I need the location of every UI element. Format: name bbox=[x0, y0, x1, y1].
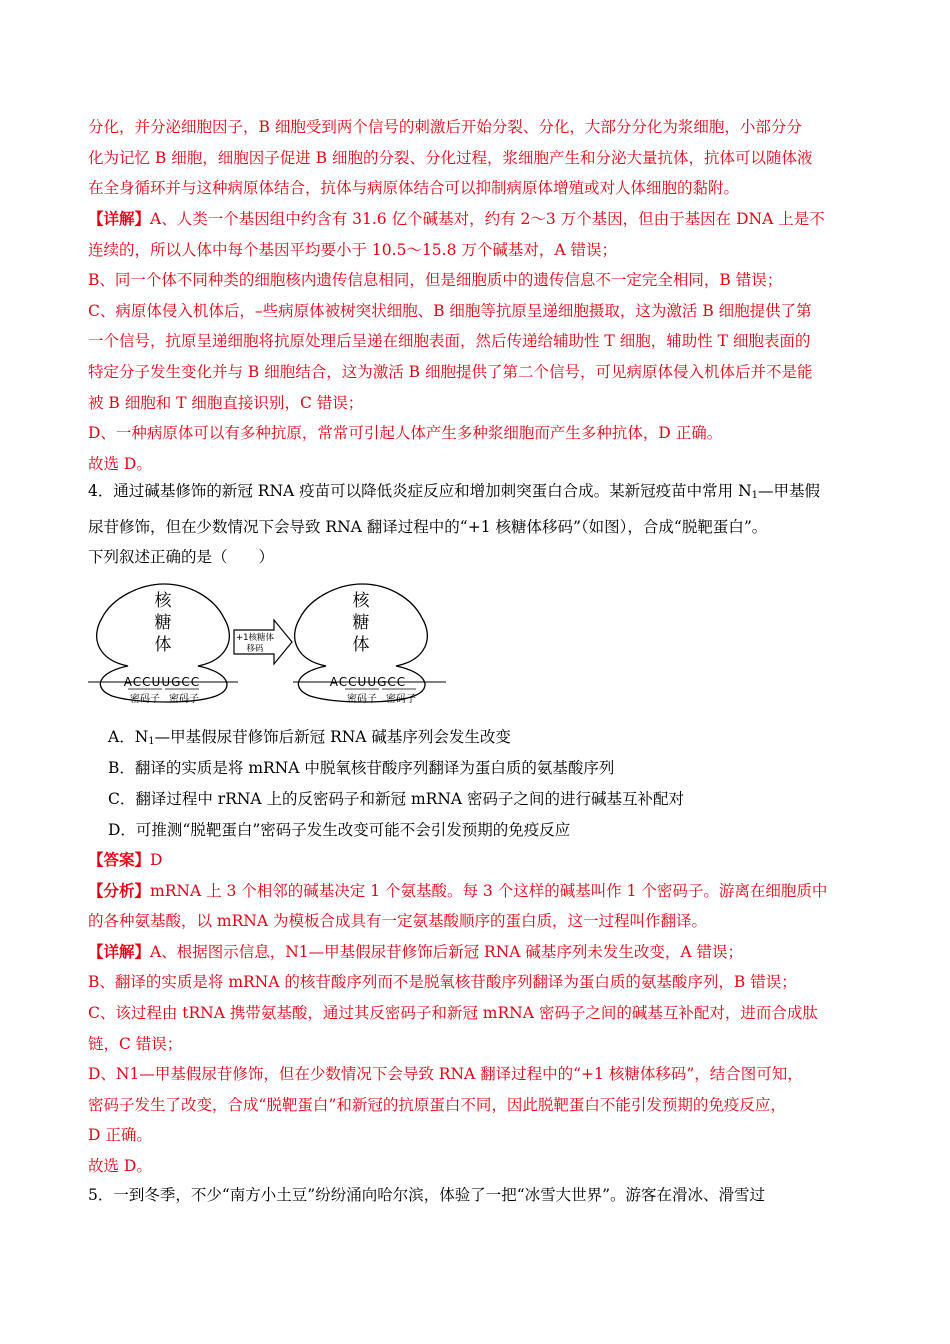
text-line: 特定分子发生变化并与 B 细胞结合，这为激活 B 细胞提供了第二个信号，可见病原体侵入机体后并不是能 bbox=[88, 362, 813, 381]
text-line: 分化，并分泌细胞因子，B 细胞受到两个信号的刺激后开始分裂、分化，大部分分化为浆细胞，小部分分 bbox=[88, 118, 802, 136]
mrna-sequence-left: ACCUUGCC bbox=[123, 675, 201, 689]
option-a[interactable] bbox=[108, 722, 511, 757]
frameshift-arrow bbox=[234, 620, 292, 664]
text-line: 在全身循环并与这种病原体结合，抗体与病原体结合可以抑制病原体增殖或对人体细胞的黏附。 bbox=[88, 179, 740, 198]
subscript: 1 bbox=[751, 490, 759, 501]
q4-stem bbox=[88, 476, 864, 573]
codon-label: 密码子 bbox=[169, 694, 199, 705]
detail-tag: 【详解】 bbox=[88, 209, 151, 228]
ribosome-char: 糖 bbox=[154, 613, 172, 633]
text-line: 下列叙述正确的是（ ） bbox=[88, 548, 275, 567]
text-line: 被 B 细胞和 T 细胞直接识别，C 错误； bbox=[88, 393, 364, 412]
text-line: C、该过程由 tRNA 携带氨基酸，通过其反密码子和新冠 mRNA 密码子之间的碱基互补配对，进而合成肽 bbox=[88, 1003, 818, 1022]
subscript: 1 bbox=[148, 736, 155, 747]
text-line: D、一种病原体可以有多种抗原，常常可引起人体产生多种浆细胞而产生多种抗体，D 正确。 bbox=[88, 424, 723, 443]
ribosome-char: 体 bbox=[352, 635, 370, 655]
text-line bbox=[88, 476, 864, 512]
text-line: 一个信号，抗原呈递细胞将抗原处理后呈递在细胞表面，然后传递给辅助性 T 细胞，辅助性 T 细胞表面的 bbox=[88, 332, 811, 351]
text-line: 连续的，所以人体中每个基因平均要小于 10.5～15.8 万个碱基对，A 错误； bbox=[88, 240, 618, 259]
text-line: 故选 D。 bbox=[88, 454, 152, 473]
answer-value: D bbox=[150, 851, 163, 869]
arrow-label: 移码 bbox=[246, 644, 264, 654]
analysis-tag: 【分析】 bbox=[88, 880, 151, 900]
text-line bbox=[88, 876, 864, 907]
text-line bbox=[88, 937, 864, 968]
ribosome-char: 核 bbox=[154, 591, 172, 611]
text-line: D、N1—甲基假尿苷修饰，但在少数情况下会导致 RNA 翻译过程中的“+1 核糖体移码”，结合图可知， bbox=[88, 1065, 803, 1084]
stem-text: —甲基假 bbox=[758, 482, 821, 500]
text-line: 链，C 错误； bbox=[88, 1034, 183, 1053]
ribosome-char: 体 bbox=[154, 635, 172, 655]
codon-label: 密码子 bbox=[347, 694, 377, 705]
codon-label: 密码子 bbox=[130, 694, 160, 705]
text-line: B、翻译的实质是将 mRNA 的核苷酸序列而不是脱氧核苷酸序列翻译为蛋白质的氨基酸序列，B 错误； bbox=[88, 973, 797, 992]
ribosome-char: 糖 bbox=[352, 613, 370, 633]
ribosome-char: 核 bbox=[352, 591, 370, 611]
text-line bbox=[88, 204, 864, 235]
stem-text: 4．通过碱基修饰的新冠 RNA 疫苗可以降低炎症反应和增加刺突蛋白合成。某新冠疫苗中常用 N bbox=[88, 482, 752, 500]
q3-detail bbox=[88, 204, 864, 479]
text-line: C、病原体侵入机体后，–些病原体被树突状细胞、B 细胞等抗原呈递细胞摄取，这为激活 B 细胞提供了第 bbox=[88, 301, 812, 320]
detail-text: A、根据图示信息，N1—甲基假尿苷修饰后新冠 RNA 碱基序列未发生改变，A 错误； bbox=[150, 942, 744, 961]
option-c[interactable]: C．翻译过程中 rRNA 上的反密码子和新冠 mRNA 密码子之间的进行碱基互补配对 bbox=[108, 790, 685, 808]
text-line: 化为记忆 B 细胞，细胞因子促进 B 细胞的分裂、分化过程，浆细胞产生和分泌大量抗体，抗体可以随体液 bbox=[88, 148, 813, 167]
q5-stem bbox=[88, 1180, 864, 1211]
option-text: —甲基假尿苷修饰后新冠 RNA 碱基序列会发生改变 bbox=[154, 728, 511, 746]
detail-tag: 【详解】 bbox=[88, 941, 151, 961]
text-line: 尿苷修饰，但在少数情况下会导致 RNA 翻译过程中的“+1 核糖体移码”（如图），合成“脱靶蛋白”。 bbox=[88, 517, 768, 536]
option-text: A．N bbox=[108, 728, 149, 746]
option-d[interactable]: D．可推测“脱靶蛋白”密码子发生改变可能不会引发预期的免疫反应 bbox=[108, 821, 571, 839]
mrna-sequence-right: ACCUUGCC bbox=[329, 675, 407, 689]
q4-solution bbox=[88, 845, 864, 1182]
text-line: 5．一到冬季，不少“南方小土豆”纷纷涌向哈尔滨，体验了一把“冰雪大世界”。游客在滑冰、滑雪过 bbox=[88, 1186, 766, 1204]
option-b[interactable]: B．翻译的实质是将 mRNA 中脱氧核苷酸序列翻译为蛋白质的氨基酸序列 bbox=[108, 759, 615, 777]
text-line: 故选 D。 bbox=[88, 1156, 152, 1175]
codon-label: 密码子 bbox=[386, 694, 416, 705]
detail-text: A、人类一个基因组中约含有 31.6 亿个碱基对，约有 2～3 万个基因，但由于基因在 DNA 上是不 bbox=[150, 210, 825, 228]
ribosome-frameshift-figure bbox=[88, 578, 448, 710]
arrow-label: +1核糖体 bbox=[235, 633, 275, 643]
answer-tag: 【答案】 bbox=[88, 850, 151, 869]
analysis-text: mRNA 上 3 个相邻的碱基决定 1 个氨基酸。每 3 个这样的碱基叫作 1 个密码子。游离在细胞质中 bbox=[150, 881, 828, 900]
text-line: D 正确。 bbox=[88, 1126, 152, 1145]
text-line: 的各种氨基酸，以 mRNA 为模板合成具有一定氨基酸顺序的蛋白质，这一过程叫作翻译。 bbox=[88, 912, 707, 931]
text-line: 密码子发生了改变，合成“脱靶蛋白”和新冠的抗原蛋白不同，因此脱靶蛋白不能引发预期的免疫反应， bbox=[88, 1095, 786, 1114]
answer-line bbox=[88, 845, 864, 876]
text-line: B、同一个体不同种类的细胞核内遗传信息相同，但是细胞质中的遗传信息不一定完全相同，B 错误； bbox=[88, 271, 783, 290]
analysis-continuation bbox=[88, 112, 864, 204]
